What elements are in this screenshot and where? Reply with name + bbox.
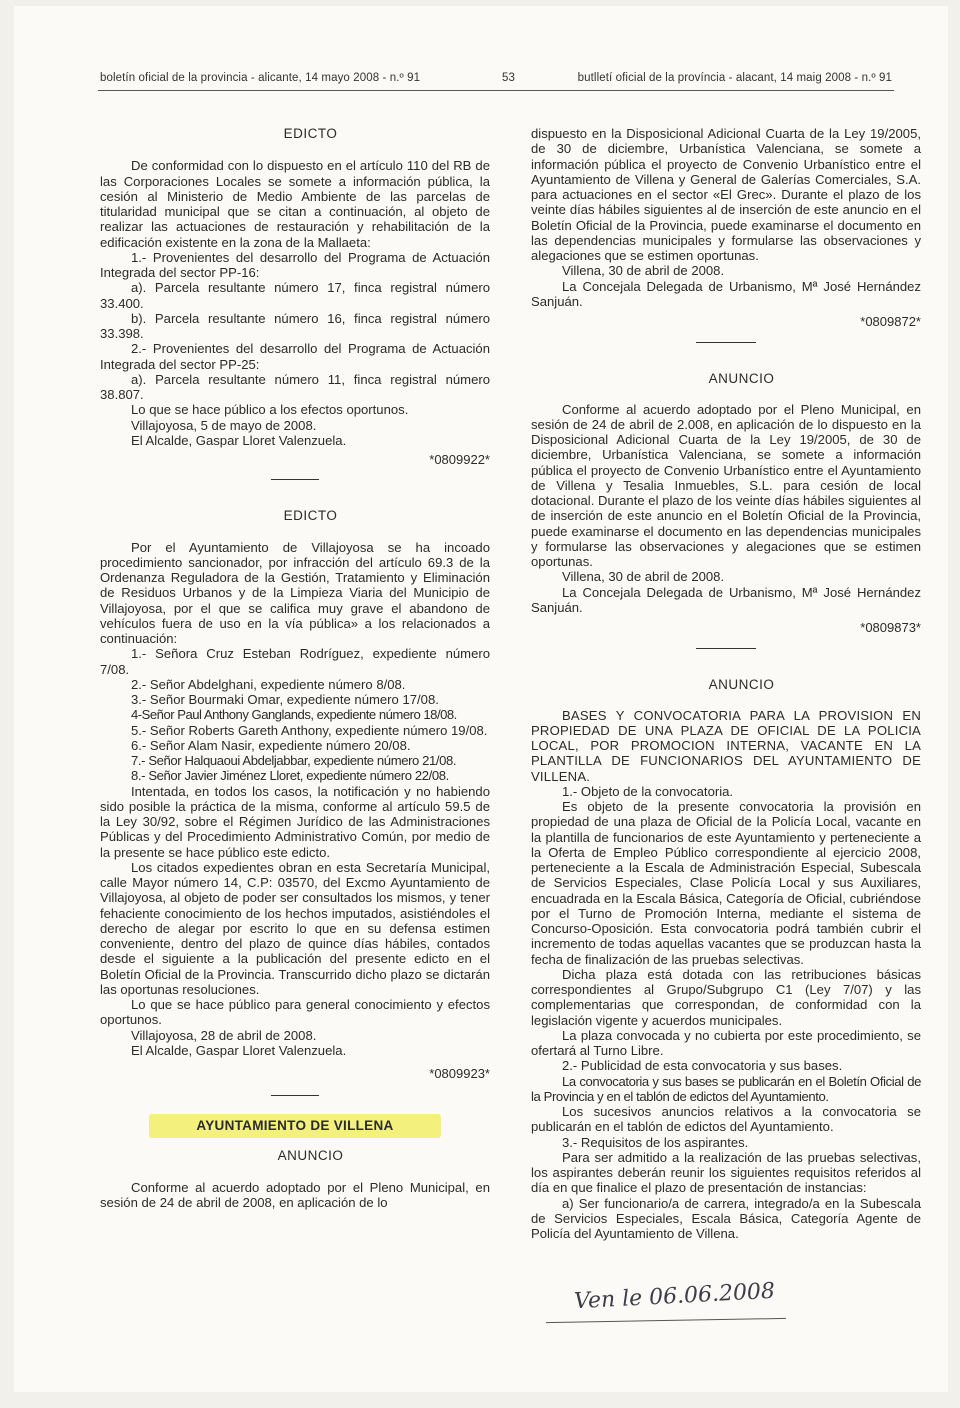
edicto1-ref: *0809922*	[429, 452, 490, 467]
right-column	[531, 126, 921, 1241]
anuncio1-ref: *0809872*	[860, 314, 921, 329]
anuncio2-body	[531, 402, 921, 616]
paragraph: Villena, 30 de abril de 2008.	[562, 263, 725, 279]
paragraph: 1.- Provenientes del desarrollo del Programa de Actuación Integrada del sector PP-16:	[100, 249, 490, 280]
paragraph: Por el Ayuntamiento de Villajoyosa se ha incoado procedimiento sancionador, por infracción del artículo 69.3 de la Ordenanza Reguladora de la Gestión, Tratamiento y Eliminación de Residuos Urbanos y de la Limpieza Viaria del Municipio de Villajoyosa, por el que se califica muy grave el abandono de vehículos fuera de uso en la vía pública» a los relacionados a continuación:	[100, 539, 490, 646]
paragraph: Villajoyosa, 28 de abril de 2008.	[131, 1027, 317, 1043]
section-title-villena: AYUNTAMIENTO DE VILLENA	[149, 1114, 441, 1137]
paragraph: 3.- Requisitos de los aspirantes.	[562, 1134, 749, 1150]
left-column	[100, 126, 490, 1210]
paragraph: a). Parcela resultante número 17, finca registral número 33.400.	[100, 280, 490, 311]
paragraph: dispuesto en la Disposicional Adicional Cuarta de la Ley 19/2005, de 30 de diciembre, Urbanística Valenciana, se somete a información pública el proyecto de Convenio Urbanístico entre el Ayuntamiento de Villena y General de Galerías Comerciales, S.A. para actuaciones en el sector «El Grec». Durante el plazo de los veinte días hábiles siguientes al de inserción de este anuncio en el Boletín Oficial de la Provincia, puede examinarse el documento en las dependencias municipales y formularse las observaciones y alegaciones que se estimen oportunas.	[531, 126, 921, 263]
paragraph: a). Parcela resultante número 11, finca registral número 38.807.	[100, 371, 490, 402]
paragraph: 2.- Señor Abdelghani, expediente número 8/08.	[131, 676, 406, 692]
paragraph: 6.- Señor Alam Nasir, expediente número 20/08.	[131, 737, 411, 753]
anuncio3-heading: ANUNCIO	[708, 677, 775, 693]
edicto2-heading: EDICTO	[283, 508, 338, 524]
anuncio2-ref: *0809873*	[860, 620, 921, 635]
paragraph: La convocatoria y sus bases se publicarán en el Boletín Oficial de la Provincia y en el tablón de edictos del Ayuntamiento.	[531, 1073, 921, 1104]
paragraph: Los sucesivos anuncios relativos a la convocatoria se publicarán en el tablón de edictos del Ayuntamiento.	[531, 1104, 921, 1135]
paragraph: 2.- Provenientes del desarrollo del Programa de Actuación Integrada del sector PP-25:	[100, 341, 490, 372]
paragraph: Los citados expedientes obran en esta Secretaría Municipal, calle Mayor número 14, C.P: 03570, del Excmo Ayuntamiento de Villajoyosa, al objeto de poder ser consultados los mismos, y tener fehaciente conocimiento de los hechos imputados, asistiéndoles el derecho de alegar por escrito lo que en su defensa estimen conveniente, dentro del plazo de quince días hábiles, contados desde el siguiente a la publicación del presente edicto en el Boletín Oficial de la Provincia. Transcurrido dicho plazo se dictarán las oportunas resoluciones.	[100, 859, 490, 997]
handwritten-note: Ven le 06.06.2008	[573, 1278, 776, 1315]
paragraph: Villena, 30 de abril de 2008.	[562, 569, 725, 585]
paragraph: Conforme al acuerdo adoptado por el Pleno Municipal, en sesión de 24 de abril de 2008, en aplicación de lo	[100, 1179, 490, 1210]
paragraph: Es objeto de la presente convocatoria la provisión en propiedad de una plaza de Oficial de la Policía Local, vacante en la plantilla de funcionarios de este Ayuntamiento y perteneciente a la Oferta de Empleo Público correspondiente al ejercicio 2008, perteneciente a la Escala de Administración Especial, Subescala de Servicios Especiales, Clase Policía Local y sus Auxiliares, encuadrada en la Escala Básica, Categoría de Oficial, cubriéndose por el Turno de Promoción Interna, mediante el sistema de Concurso-Oposición. Esta convocatoria podrá también cubrir el incremento de todas aquellas vacantes que se produzcan hasta la fecha de finalización de las pruebas selectivas.	[531, 799, 921, 967]
paragraph: La Concejala Delegada de Urbanismo, Mª José Hernández Sanjuán.	[531, 584, 921, 615]
edicto2-ref: *0809923*	[429, 1066, 490, 1081]
anuncio1-heading: ANUNCIO	[277, 1147, 344, 1163]
paragraph: 7.- Señor Halquaoui Abdeljabbar, expediente número 21/08.	[131, 753, 457, 768]
anuncio2-heading: ANUNCIO	[708, 371, 775, 387]
handwritten-underline	[546, 1318, 786, 1323]
paragraph: Para ser admitido a la realización de las pruebas selectivas, los aspirantes deberán reunir los siguientes requisitos referidos al día en que finalice el plazo de presentación de instancias:	[531, 1149, 921, 1196]
paragraph: 3.- Señor Bourmaki Omar, expediente número 17/08.	[131, 692, 439, 707]
header-left: boletín oficial de la provincia - alicante, 14 mayo 2008 - n.º 91	[100, 72, 421, 84]
header-rule	[98, 90, 894, 91]
paragraph: Dicha plaza está dotada con las retribuciones básicas correspondientes al Grupo/Subgrupo C1 (Ley 7/07) y las complementarias que correspondan, de conformidad con la legislación vigente y acuerdos municipales.	[531, 966, 921, 1028]
paragraph: 8.- Señor Javier Jiménez Lloret, expediente número 22/08.	[131, 768, 449, 784]
anuncio3-body	[531, 784, 921, 1242]
paragraph: 5.- Señor Roberts Gareth Anthony, expediente número 19/08.	[131, 722, 488, 738]
paragraph: La plaza convocada y no cubierta por este procedimiento, se ofertará al Turno Libre.	[531, 1027, 921, 1058]
paragraph: 2.- Publicidad de esta convocatoria y sus bases.	[562, 1058, 843, 1074]
paragraph: La Concejala Delegada de Urbanismo, Mª José Hernández Sanjuán.	[531, 278, 921, 309]
edicto2-body	[100, 540, 490, 1059]
header-page-number: 53	[502, 72, 515, 84]
header-right: butlletí oficial de la província - alacant, 14 maig 2008 - n.º 91	[577, 72, 892, 84]
paragraph: b). Parcela resultante número 16, finca registral número 33.398.	[100, 310, 490, 341]
paragraph: El Alcalde, Gaspar Lloret Valenzuela.	[131, 432, 347, 448]
paragraph: 1.- Señora Cruz Esteban Rodríguez, expediente número 7/08.	[100, 646, 490, 677]
paragraph: De conformidad con lo dispuesto en el artículo 110 del RB de las Corporaciones Locales se somete a información pública, la cesión al Ministerio de Medio Ambiente de las parcelas de titularidad municipal que se citan a continuación, al objeto de realizar las actuaciones de restauración y rehabilitación de la edificación existente en la zona de la Mallaeta:	[100, 158, 490, 250]
paragraph: Lo que se hace público para general conocimiento y efectos oportunos.	[100, 997, 490, 1028]
paragraph: Intentada, en todos los casos, la notificación y no habiendo sido posible la práctica de la misma, conforme al artículo 59.5 de la Ley 30/92, sobre el Régimen Jurídico de las Administraciones Públicas y del Procedimiento Administrativo Común, por medio de la presente se hace público este edicto.	[100, 783, 490, 860]
paragraph: a) Ser funcionario/a de carrera, integrado/a en la Subescala de Servicios Especiales, Escala Básica, Categoría Agente de Policía del Ayuntamiento de Villena.	[531, 1195, 921, 1241]
paragraph: Conforme al acuerdo adoptado por el Pleno Municipal, en sesión de 24 de abril de 2.008, en aplicación de lo dispuesto en la Disposicional Adicional Cuarta de la Ley 19/2005, de 30 de diciembre, Urbanística Valenciana, se somete a información pública el proyecto de Convenio Urbanístico entre el Ayuntamiento de Villena y Tesalia Inmuebles, S.L. para cesión de local dotacional. Durante el plazo de los veinte días hábiles siguientes al de inserción de este anuncio en el Boletín Oficial de la Provincia, puede examinarse el documento en las dependencias municipales y formularse las observaciones y alegaciones que se estimen oportunas.	[531, 401, 921, 569]
anuncio1-continuation	[531, 126, 921, 309]
edicto1-body	[100, 158, 490, 448]
edicto1-heading: EDICTO	[283, 126, 338, 141]
anuncio3-title: BASES Y CONVOCATORIA PARA LA PROVISION EN PROPIEDAD DE UNA PLAZA DE OFICIAL DE LA POLICIA LOCAL, POR PROMOCION INTERNA, VACANTE EN LA PLANTILLA DE FUNCIONARIOS DEL AYUNTAMIENTO DE VILLENA.	[531, 707, 921, 784]
paragraph: 1.- Objeto de la convocatoria.	[562, 783, 734, 799]
paragraph: 4-Señor Paul Anthony Ganglands, expediente número 18/08.	[131, 707, 457, 723]
paragraph: Lo que se hace público a los efectos oportunos.	[131, 402, 409, 418]
page-sheet	[14, 6, 948, 1392]
paragraph: Villajoyosa, 5 de mayo de 2008.	[131, 417, 317, 433]
paragraph: El Alcalde, Gaspar Lloret Valenzuela.	[131, 1042, 347, 1058]
